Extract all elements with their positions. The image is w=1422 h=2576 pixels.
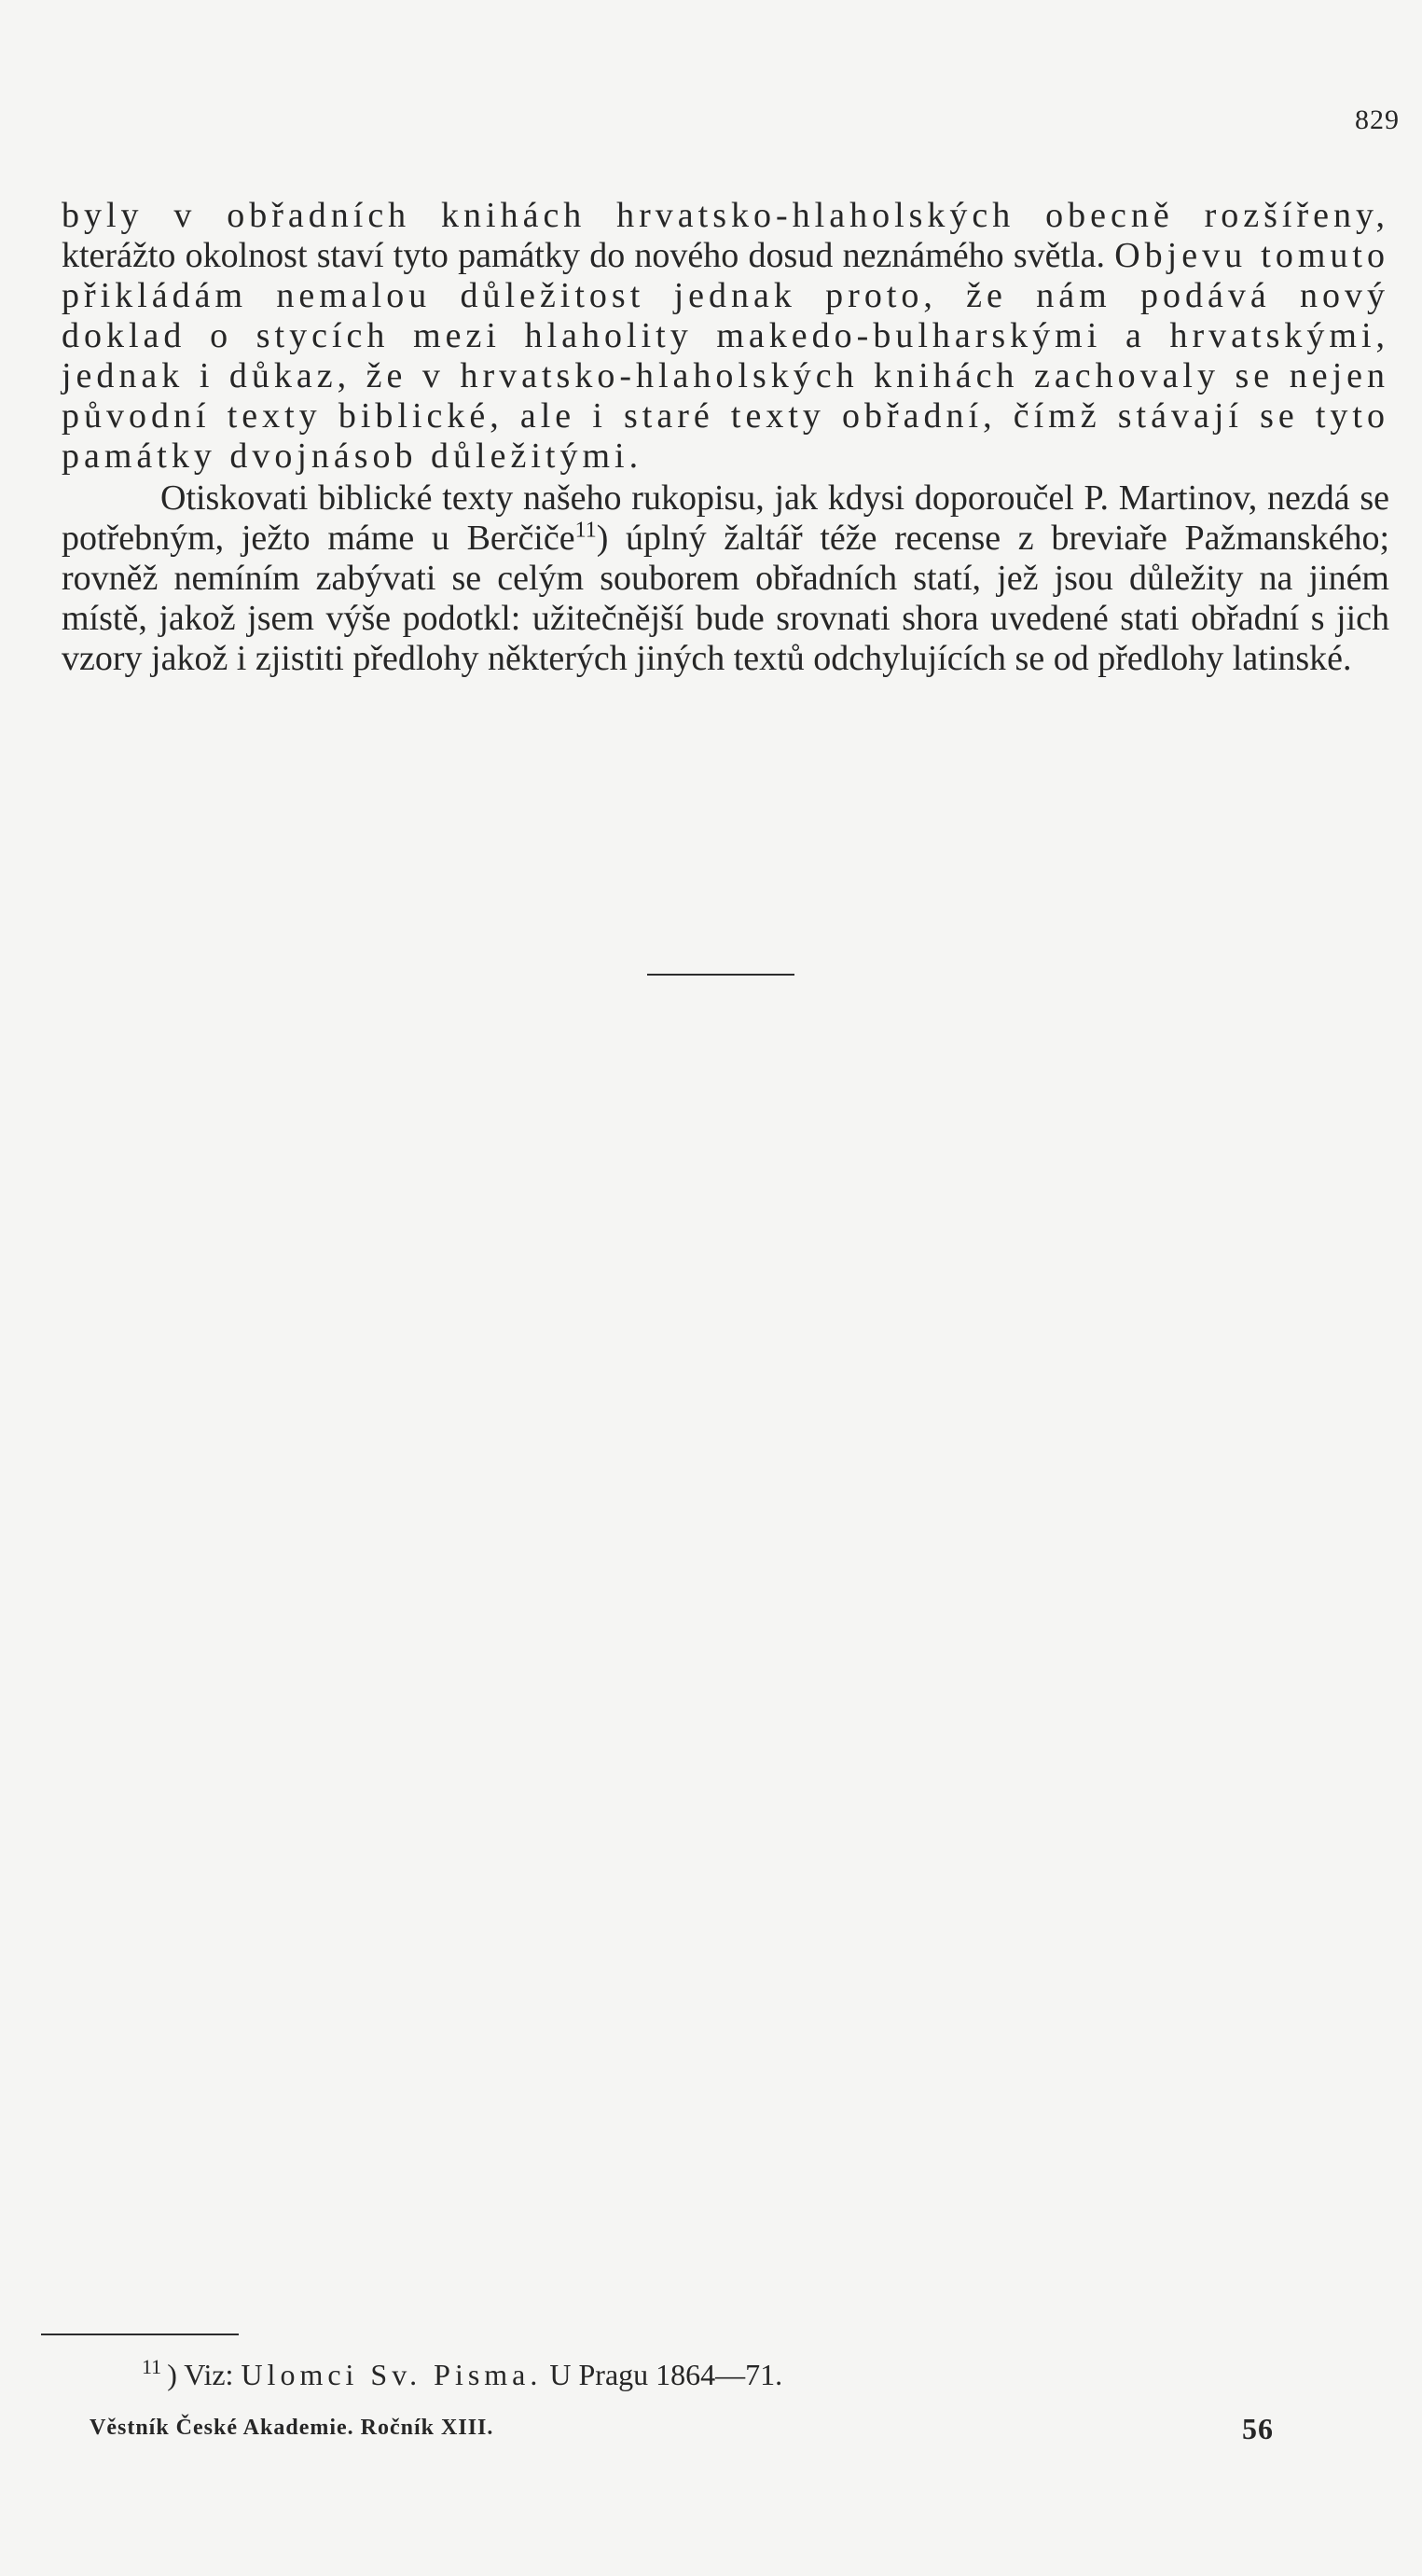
paragraph-1: [62, 196, 1389, 477]
sheet-number: 56: [1242, 2412, 1274, 2445]
body-text: [62, 196, 1389, 679]
footnote-reference: 11: [574, 518, 597, 543]
paragraph-1-plain: kterážto okolnost staví tyto památky do nového dosud neznámého světla.: [62, 236, 1115, 275]
footnote: [142, 2356, 782, 2393]
page-footer: [90, 2412, 1274, 2445]
section-divider: [647, 974, 794, 976]
footnote-divider: [41, 2334, 239, 2335]
footnote-rest: U Pragu 1864—71.: [542, 2358, 783, 2391]
paragraph-1-spaced-continuation: Objevu tomuto přikládám nemalou důležitost jednak proto, že nám podává nový doklad o stycích mezi hlaholity makedo-bulharskými a hrvatskými, jednak i důkaz, že v hrvatsko-hlaholských knihách zachovaly se nejen původní texty biblické, ale i staré texty obřadní, čímž stávají se tyto památky dvojnásob důležitými.: [62, 236, 1389, 476]
paragraph-2-rest: ) úplný žaltář téže recense z breviaře Pažmanského; rovněž nemíním zabývati se celým souborem obřadních statí, jež jsou důležity na jiném místě, jakož jsem výše podotkl: užitečnější bude srovnati shora uvedené stati obřadní s jich vzory jakož i zjistiti předlohy některých jiných textů odchylujících se od předlohy latinské.: [62, 519, 1389, 678]
footnote-lead: ) Viz:: [167, 2358, 242, 2391]
paragraph-1-spaced-opening: byly v obřadních knihách hrvatsko-hlaholských obecně rozšířeny,: [62, 196, 1389, 235]
paragraph-2-start: Otiskovati biblické texty našeho rukopisu, jak kdysi doporoučel P. Martinov, nezdá se potřebným, ježto máme u Berčiče: [62, 478, 1389, 558]
footnote-mark: 11: [142, 2355, 162, 2379]
footnote-title: Ulomci Sv. Pisma.: [241, 2358, 543, 2391]
paragraph-2: [62, 478, 1389, 679]
page-number: 829: [1355, 104, 1400, 135]
journal-name: Věstník České Akademie. Ročník XIII.: [90, 2416, 494, 2440]
